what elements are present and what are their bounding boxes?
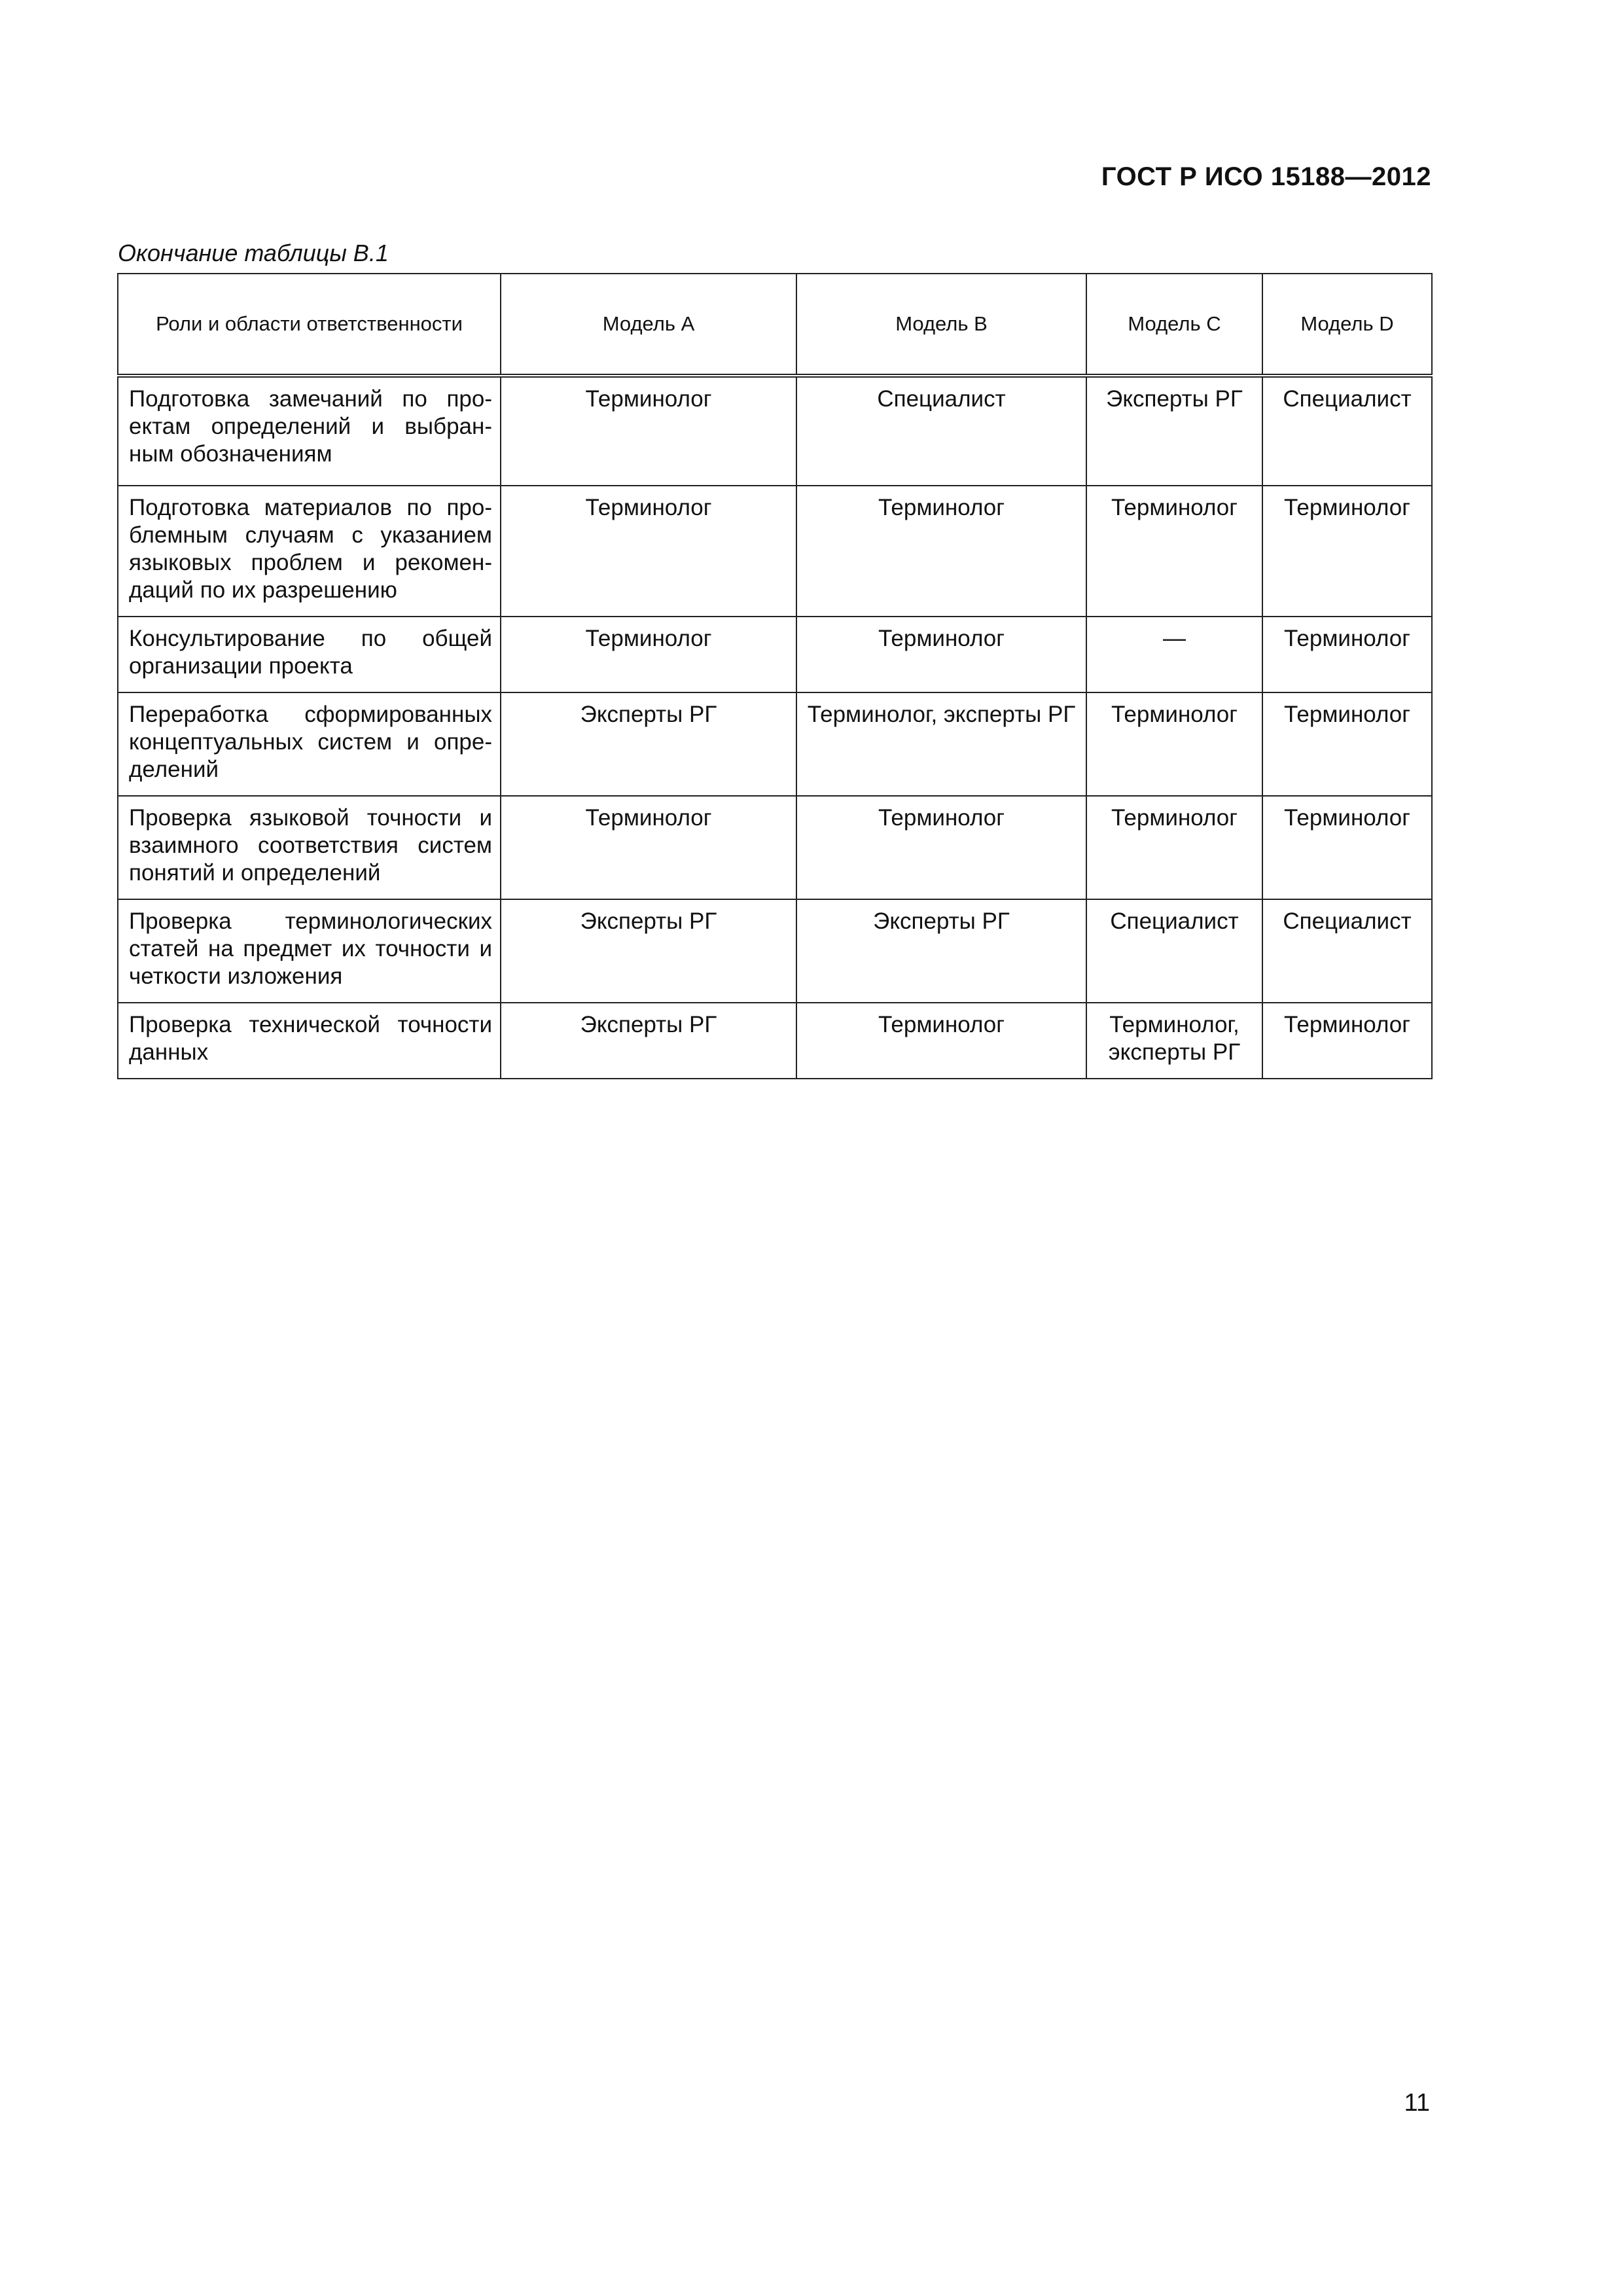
- model-c-cell: Терминолог: [1086, 692, 1262, 796]
- table-row: [118, 1003, 1432, 1079]
- model-d-cell: Специалист: [1262, 376, 1432, 486]
- model-b-cell: Терминолог: [796, 486, 1086, 617]
- model-c-cell: Терминолог: [1086, 796, 1262, 899]
- model-b-cell: Терминолог: [796, 796, 1086, 899]
- model-c-cell: Терминолог, эксперты РГ: [1086, 1003, 1262, 1079]
- table-row: [118, 486, 1432, 617]
- table-row: [118, 899, 1432, 1003]
- role-cell: Переработка сформированных концептуальных систем и опре-делений: [118, 692, 501, 796]
- model-a-cell: Эксперты РГ: [501, 1003, 796, 1079]
- table-header: [118, 274, 1432, 376]
- model-d-cell: Специалист: [1262, 899, 1432, 1003]
- model-b-cell: Терминолог, эксперты РГ: [796, 692, 1086, 796]
- model-b-cell: Эксперты РГ: [796, 899, 1086, 1003]
- model-c-cell: —: [1086, 617, 1262, 692]
- model-a-cell: Эксперты РГ: [501, 899, 796, 1003]
- table-body: [118, 376, 1432, 1079]
- model-d-cell: Терминолог: [1262, 692, 1432, 796]
- role-cell: Проверка технической точности данных: [118, 1003, 501, 1079]
- model-c-cell: Эксперты РГ: [1086, 376, 1262, 486]
- header-row: [118, 274, 1432, 376]
- column-header-roles: Роли и области ответственности: [118, 274, 501, 376]
- model-a-cell: Терминолог: [501, 617, 796, 692]
- model-d-cell: Терминолог: [1262, 486, 1432, 617]
- model-d-cell: Терминолог: [1262, 1003, 1432, 1079]
- model-c-cell: Специалист: [1086, 899, 1262, 1003]
- table-row: [118, 796, 1432, 899]
- model-c-cell: Терминолог: [1086, 486, 1262, 617]
- table-row: [118, 376, 1432, 486]
- table-row: [118, 617, 1432, 692]
- page-number: 11: [1404, 2089, 1430, 2117]
- table-row: [118, 692, 1432, 796]
- role-cell: Проверка терминологических статей на предмет их точности и четкости изложения: [118, 899, 501, 1003]
- model-d-cell: Терминолог: [1262, 617, 1432, 692]
- model-a-cell: Терминолог: [501, 486, 796, 617]
- role-cell: Подготовка материалов по про-блемным случаям с указанием языковых проблем и рекомен-даций по их разрешению: [118, 486, 501, 617]
- column-header-model-b: Модель В: [796, 274, 1086, 376]
- model-a-cell: Терминолог: [501, 796, 796, 899]
- role-cell: Подготовка замечаний по про-ектам определений и выбран-ным обозначениям: [118, 376, 501, 486]
- model-b-cell: Терминолог: [796, 1003, 1086, 1079]
- model-b-cell: Специалист: [796, 376, 1086, 486]
- column-header-model-c: Модель С: [1086, 274, 1262, 376]
- role-cell: Проверка языковой точности и взаимного соответствия систем понятий и определений: [118, 796, 501, 899]
- document-code: ГОСТ Р ИСО 15188—2012: [1101, 162, 1431, 191]
- model-a-cell: Терминолог: [501, 376, 796, 486]
- model-a-cell: Эксперты РГ: [501, 692, 796, 796]
- role-cell: Консультирование по общей организации проекта: [118, 617, 501, 692]
- model-b-cell: Терминолог: [796, 617, 1086, 692]
- table-caption: Окончание таблицы В.1: [118, 240, 389, 266]
- model-d-cell: Терминолог: [1262, 796, 1432, 899]
- roles-table: [117, 273, 1433, 1079]
- column-header-model-d: Модель D: [1262, 274, 1432, 376]
- column-header-model-a: Модель А: [501, 274, 796, 376]
